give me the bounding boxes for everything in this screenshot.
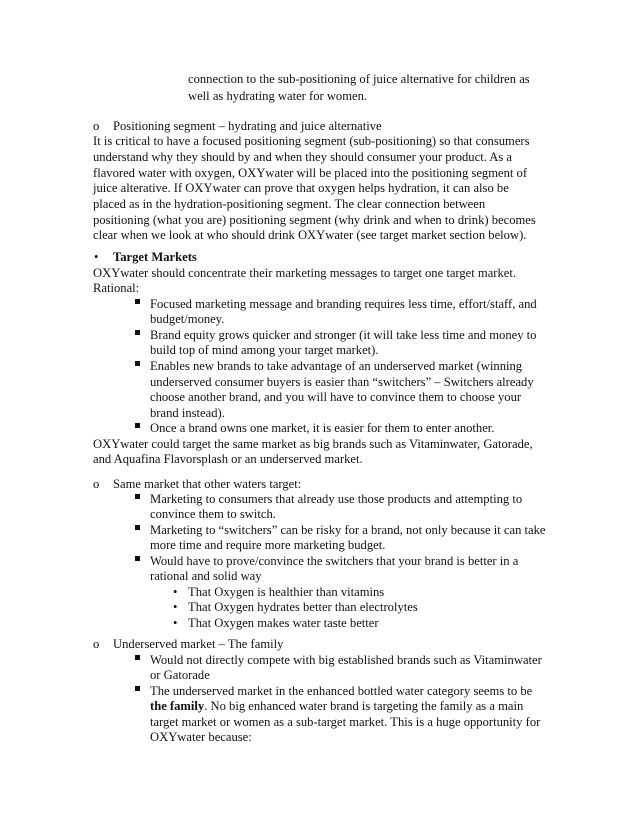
positioning-line-2: understand why they should by and when they should consumer your product. As a xyxy=(93,150,513,164)
rationale-1-line-2: budget/money. xyxy=(150,312,225,326)
target-summary-line-2: and Aquafina Flavorsplash or an underserved market. xyxy=(93,452,363,466)
same-market-1-line-2: convince them to switch. xyxy=(150,507,276,521)
underserved-marker: o xyxy=(93,637,100,651)
square-bullet xyxy=(135,361,140,366)
underserved-2-line-4: OXYwater because: xyxy=(150,730,252,744)
square-bullet xyxy=(135,686,140,691)
sub-item-3: That Oxygen makes water taste better xyxy=(188,616,379,630)
target-markets-bullet: • xyxy=(94,250,99,264)
same-market-3-line-2: rational and solid way xyxy=(150,569,262,583)
positioning-heading: Positioning segment – hydrating and juice alternative xyxy=(113,119,382,133)
rationale-3-line-4: brand instead). xyxy=(150,406,225,420)
same-market-2-line-2: more time and require more marketing budget. xyxy=(150,538,386,552)
square-bullet xyxy=(135,494,140,499)
underserved-2-line-2-rest: . No big enhanced water brand is targeting the family as a main xyxy=(204,699,524,713)
square-bullet xyxy=(135,655,140,660)
square-bullet xyxy=(135,423,140,428)
same-market-3-line-1: Would have to prove/convince the switchers that your brand is better in a xyxy=(150,554,519,568)
underserved-1-line-1: Would not directly compete with big established brands such as Vitaminwater xyxy=(150,653,542,667)
target-markets-intro-2: Rational: xyxy=(93,281,140,295)
rationale-2-line-2: build top of mind among your target market). xyxy=(150,343,379,357)
square-bullet xyxy=(135,330,140,335)
the-family-bold: the family xyxy=(150,699,205,713)
square-bullet xyxy=(135,299,140,304)
positioning-line-5: placed as in the hydration-positioning segment. The clear connection between xyxy=(93,197,486,211)
sub-item-2: That Oxygen hydrates better than electrolytes xyxy=(188,600,418,614)
target-markets-intro-1: OXYwater should concentrate their marketing messages to target one target market. xyxy=(93,266,517,280)
positioning-line-4: juice alterative. If OXYwater can prove that oxygen helps hydration, it can also be xyxy=(93,181,509,195)
positioning-line-3: flavored water with oxygen, OXYwater will be placed into the positioning segment of xyxy=(93,166,528,180)
rationale-3-line-3: choose another brand, and you will have to convince them to choose your xyxy=(150,390,522,404)
same-market-heading: Same market that other waters target: xyxy=(113,477,302,491)
positioning-line-7: clear when we look at who should drink OXYwater (see target market section below). xyxy=(93,228,527,242)
square-bullet xyxy=(135,525,140,530)
sub-bullet: • xyxy=(173,585,178,599)
sub-bullet: • xyxy=(173,616,178,630)
rationale-3-line-1: Enables new brands to take advantage of an underserved market (winning xyxy=(150,359,523,373)
target-summary-line-1: OXYwater could target the same market as big brands such as Vitaminwater, Gatorade, xyxy=(93,437,533,451)
intro-line-1: connection to the sub-positioning of juice alternative for children as xyxy=(188,72,530,86)
sub-item-1: That Oxygen is healthier than vitamins xyxy=(188,585,385,599)
same-market-marker: o xyxy=(93,477,100,491)
underserved-2-line-3: target market or women as a sub-target market. This is a huge opportunity for xyxy=(150,715,541,729)
rationale-2-line-1: Brand equity grows quicker and stronger (it will take less time and money to xyxy=(150,328,537,342)
target-markets-heading: Target Markets xyxy=(113,250,197,264)
positioning-line-1: It is critical to have a focused positioning segment (sub-positioning) so that consumers xyxy=(93,134,530,148)
underserved-1-line-2: or Gatorade xyxy=(150,668,210,682)
sub-bullet: • xyxy=(173,600,178,614)
square-bullet xyxy=(135,556,140,561)
underserved-2-line-2 xyxy=(150,699,523,715)
positioning-marker: o xyxy=(93,119,100,133)
rationale-1-line-1: Focused marketing message and branding requires less time, effort/staff, and xyxy=(150,297,537,311)
intro-line-2: well as hydrating water for women. xyxy=(188,89,368,103)
same-market-2-line-1: Marketing to “switchers” can be risky for a brand, not only because it can take xyxy=(150,523,546,537)
rationale-4-line-1: Once a brand owns one market, it is easier for them to enter another. xyxy=(150,421,495,435)
underserved-2-line-1: The underserved market in the enhanced bottled water category seems to be xyxy=(150,684,533,698)
underserved-heading: Underserved market – The family xyxy=(113,637,284,651)
same-market-1-line-1: Marketing to consumers that already use those products and attempting to xyxy=(150,492,523,506)
positioning-line-6: positioning (what you are) positioning segment (why drink and when to drink) becomes xyxy=(93,213,536,227)
rationale-3-line-2: underserved consumer buyers is easier than “switchers” – Switchers already xyxy=(150,375,534,389)
